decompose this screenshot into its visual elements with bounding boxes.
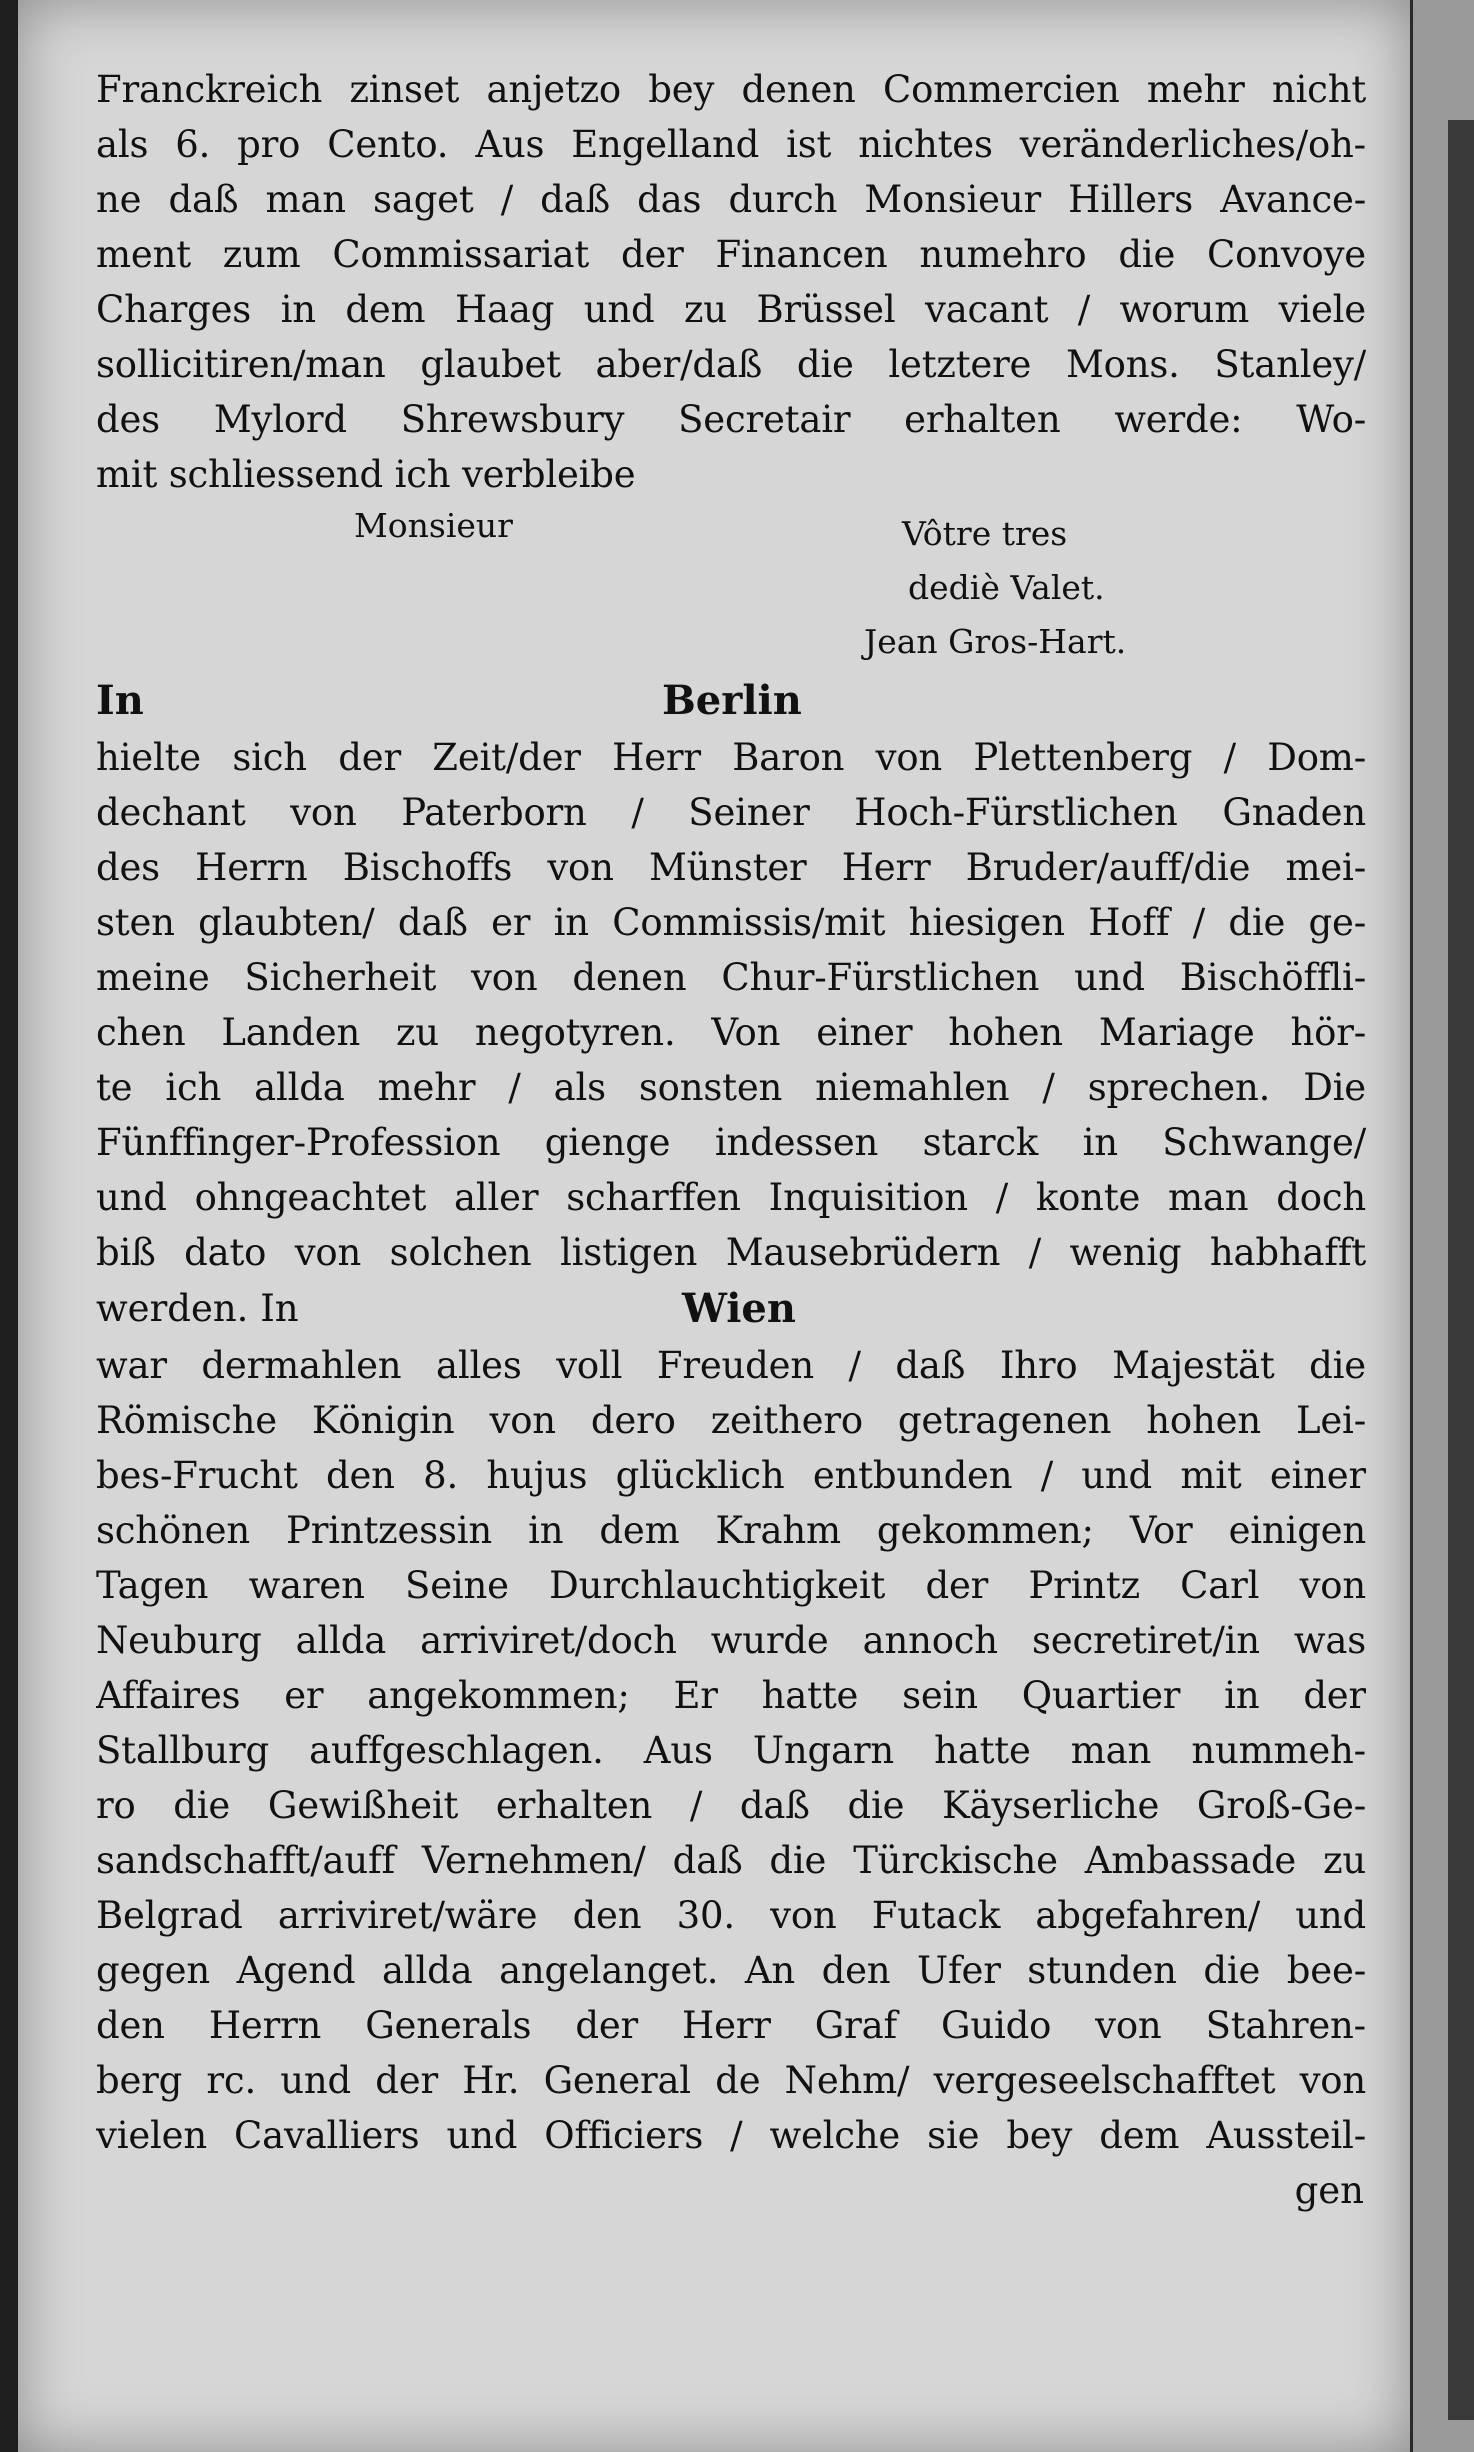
text-line: dechant von Paterborn / Seiner Hoch-Fürstlichen Gnaden	[96, 791, 1366, 834]
text-line: gegen Agend allda angelanget. An den Ufer stunden die bee-	[96, 1949, 1366, 1992]
closing-votre: Vôtre tres	[902, 514, 1068, 553]
text-line: mit schliessend ich verbleibe	[96, 453, 636, 496]
text-line: hielte sich der Zeit/der Herr Baron von Plettenberg / Dom-	[96, 736, 1366, 779]
text-line: Franckreich zinset anjetzo bey denen Commercien mehr nicht	[96, 68, 1366, 111]
text-line: meine Sicherheit von denen Chur-Fürstlichen und Bischöffli-	[96, 956, 1366, 999]
section-heading-berlin	[96, 672, 1366, 730]
section-heading-wien	[96, 1280, 1366, 1338]
text-line: biß dato von solchen listigen Mausebrüdern / wenig habhafft	[96, 1231, 1366, 1274]
paragraph-frankreich	[96, 62, 1366, 502]
heading-place: Berlin	[662, 677, 802, 724]
text-line: schönen Printzessin in dem Krahm gekommen; Vor einigen	[96, 1509, 1366, 1552]
letter-closing	[96, 502, 1366, 672]
text-line: ro die Gewißheit erhalten / daß die Käyserliche Groß-Ge-	[96, 1784, 1366, 1827]
text-line: und ohngeachtet aller scharffen Inquisition / konte man doch	[96, 1176, 1366, 1219]
text-line: war dermahlen alles voll Freuden / daß Ihro Majestät die	[96, 1344, 1366, 1387]
text-line: den Herrn Generals der Herr Graf Guido von Stahren-	[96, 2004, 1366, 2047]
heading-lead: werden. In	[96, 1287, 299, 1330]
text-line: des Herrn Bischoffs von Münster Herr Bruder/auff/die mei-	[96, 846, 1366, 889]
heading-place: Wien	[682, 1285, 796, 1332]
text-line: Römische Königin von dero zeithero getragenen hohen Lei-	[96, 1399, 1366, 1442]
text-line: Fünffinger-Profession gienge indessen starck in Schwange/	[96, 1121, 1366, 1164]
text-line: te ich allda mehr / als sonsten niemahlen / sprechen. Die	[96, 1066, 1366, 1109]
text-line: bes-Frucht den 8. hujus glücklich entbunden / und mit einer	[96, 1454, 1366, 1497]
text-line: als 6. pro Cento. Aus Engelland ist nichtes veränderliches/oh-	[96, 123, 1366, 166]
catchword: gen	[1294, 2169, 1364, 2212]
text-line: Belgrad arriviret/wäre den 30. von Futack abgefahren/ und	[96, 1894, 1366, 1937]
text-line: sandschafft/auff Vernehmen/ daß die Türckische Ambassade zu	[96, 1839, 1366, 1882]
text-line: chen Landen zu negotyren. Von einer hohen Mariage hör-	[96, 1011, 1366, 1054]
paragraph-berlin	[96, 730, 1366, 1280]
text-line: Neuburg allda arriviret/doch wurde annoch secretiret/in was	[96, 1619, 1366, 1662]
text-line: sollicitiren/man glaubet aber/daß die letztere Mons. Stanley/	[96, 343, 1366, 386]
text-line: Charges in dem Haag und zu Brüssel vacant / worum viele	[96, 288, 1366, 331]
signature: Jean Gros-Hart.	[864, 622, 1127, 661]
text-line: vielen Cavalliers und Officiers / welche sie bey dem Aussteil-	[96, 2114, 1366, 2157]
text-line: Affaires er angekommen; Er hatte sein Quartier in der	[96, 1674, 1366, 1717]
text-line: ment zum Commissariat der Financen numehro die Convoye	[96, 233, 1366, 276]
text-line: des Mylord Shrewsbury Secretair erhalten werde: Wo-	[96, 398, 1366, 441]
text-line: berg rc. und der Hr. General de Nehm/ vergeseelschafftet von	[96, 2059, 1366, 2102]
text-line: sten glaubten/ daß er in Commissis/mit hiesigen Hoff / die ge-	[96, 901, 1366, 944]
text-line: ne daß man saget / daß das durch Monsieur Hillers Avance-	[96, 178, 1366, 221]
paragraph-wien	[96, 1338, 1366, 2163]
document-text	[96, 62, 1366, 2218]
adjacent-page-edge	[1448, 120, 1474, 2420]
heading-lead: In	[96, 677, 144, 724]
closing-dedie: dediè Valet.	[908, 568, 1105, 607]
document-page	[18, 0, 1410, 2452]
text-line: Stallburg auffgeschlagen. Aus Ungarn hatte man nummeh-	[96, 1729, 1366, 1772]
text-line: Tagen waren Seine Durchlauchtigkeit der Printz Carl von	[96, 1564, 1366, 1607]
salutation: Monsieur	[354, 506, 513, 545]
